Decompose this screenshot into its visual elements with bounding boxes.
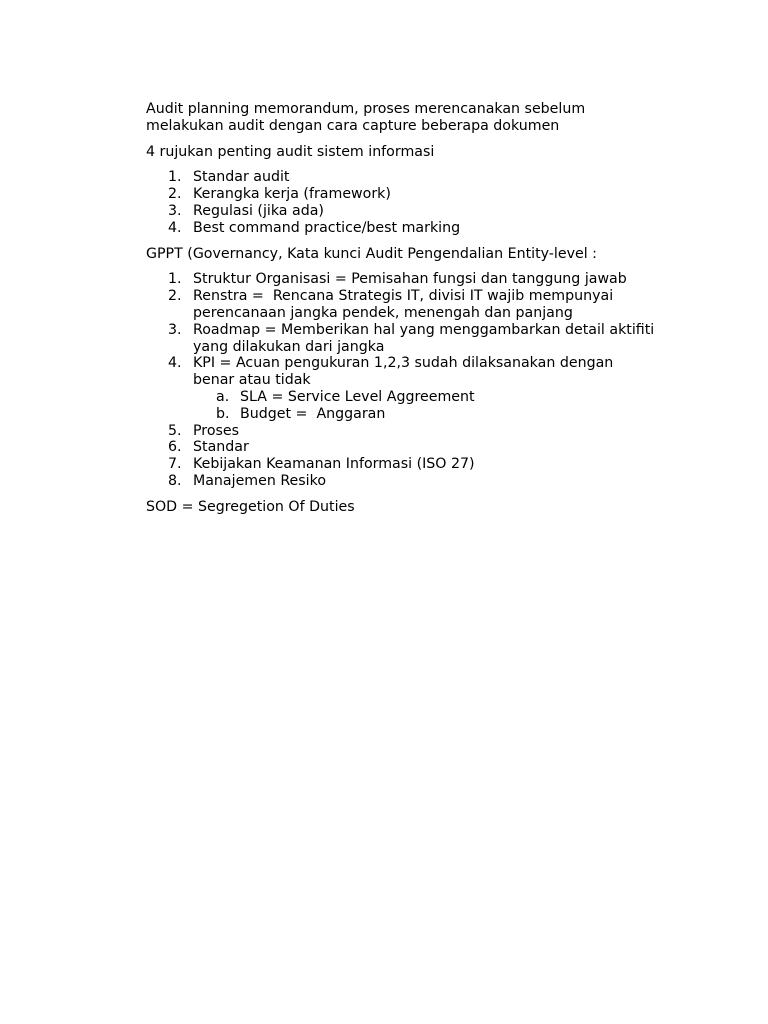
list-item-text: Regulasi (jika ada) <box>193 202 324 219</box>
list-item-text: Standar <box>193 439 249 456</box>
list-number: 5. <box>168 422 182 439</box>
sublist-letter: a. <box>216 388 230 405</box>
list-number: 4. <box>168 355 182 372</box>
list-item-text-continued: yang dilakukan dari jangka <box>193 338 385 355</box>
list-number: 2. <box>168 288 182 305</box>
list-item <box>146 220 676 237</box>
list-item <box>146 203 676 220</box>
list-item <box>146 169 676 186</box>
heading-gppt: GPPT (Governancy, Kata kunci Audit Pengendalian Entity-level : <box>146 245 597 262</box>
sod-line: SOD = Segregetion Of Duties <box>146 498 355 515</box>
list-item <box>146 271 676 288</box>
list-item <box>146 355 676 422</box>
list-item <box>146 288 676 322</box>
sublist-item-text: SLA = Service Level Aggreement <box>240 388 475 405</box>
list-item-text: KPI = Acuan pengukuran 1,2,3 sudah dilaksanakan dengan <box>193 355 614 372</box>
sublist-letter: b. <box>216 405 230 422</box>
list-number: 6. <box>168 439 182 456</box>
list-number: 3. <box>168 202 182 219</box>
list-number: 7. <box>168 456 182 473</box>
list-item <box>146 423 676 440</box>
list-number: 8. <box>168 472 182 489</box>
kpi-sublist <box>193 389 676 423</box>
intro-line-1: Audit planning memorandum, proses merencanakan sebelum <box>146 101 586 117</box>
list-item <box>146 186 676 203</box>
rujukan-list <box>146 169 676 236</box>
intro-paragraph <box>146 101 676 135</box>
sublist-item-text: Budget = Anggaran <box>240 405 386 422</box>
list-item <box>146 322 676 356</box>
list-item-text: Kebijakan Keamanan Informasi (ISO 27) <box>193 456 475 473</box>
list-item <box>146 439 676 456</box>
document-body <box>146 101 676 525</box>
list-item-text-continued: benar atau tidak <box>193 372 311 389</box>
list-item-text: Best command practice/best marking <box>193 219 461 236</box>
intro-line-2: melakukan audit dengan cara capture beberapa dokumen <box>146 117 560 134</box>
list-number: 1. <box>168 169 182 186</box>
list-item <box>146 456 676 473</box>
sublist-item <box>193 406 676 423</box>
list-item-text: Manajemen Resiko <box>193 472 327 489</box>
list-item-text-continued: perencanaan jangka pendek, menengah dan panjang <box>193 304 573 321</box>
sublist-item <box>193 389 676 406</box>
list-item <box>146 473 676 490</box>
list-number: 3. <box>168 321 182 338</box>
list-item-text: Proses <box>193 422 240 439</box>
list-number: 2. <box>168 186 182 203</box>
list-item-text: Struktur Organisasi = Pemisahan fungsi dan tanggung jawab <box>193 271 627 288</box>
list-number: 4. <box>168 219 182 236</box>
list-item-text: Standar audit <box>193 169 290 186</box>
list-item-text: Roadmap = Memberikan hal yang menggambarkan detail aktifiti <box>193 321 655 338</box>
list-item-text: Kerangka kerja (framework) <box>193 186 391 203</box>
list-number: 1. <box>168 271 182 288</box>
list-item-text: Renstra = Rencana Strategis IT, divisi IT wajib mempunyai <box>193 288 614 305</box>
heading-rujukan: 4 rujukan penting audit sistem informasi <box>146 143 435 160</box>
gppt-list <box>146 271 676 489</box>
